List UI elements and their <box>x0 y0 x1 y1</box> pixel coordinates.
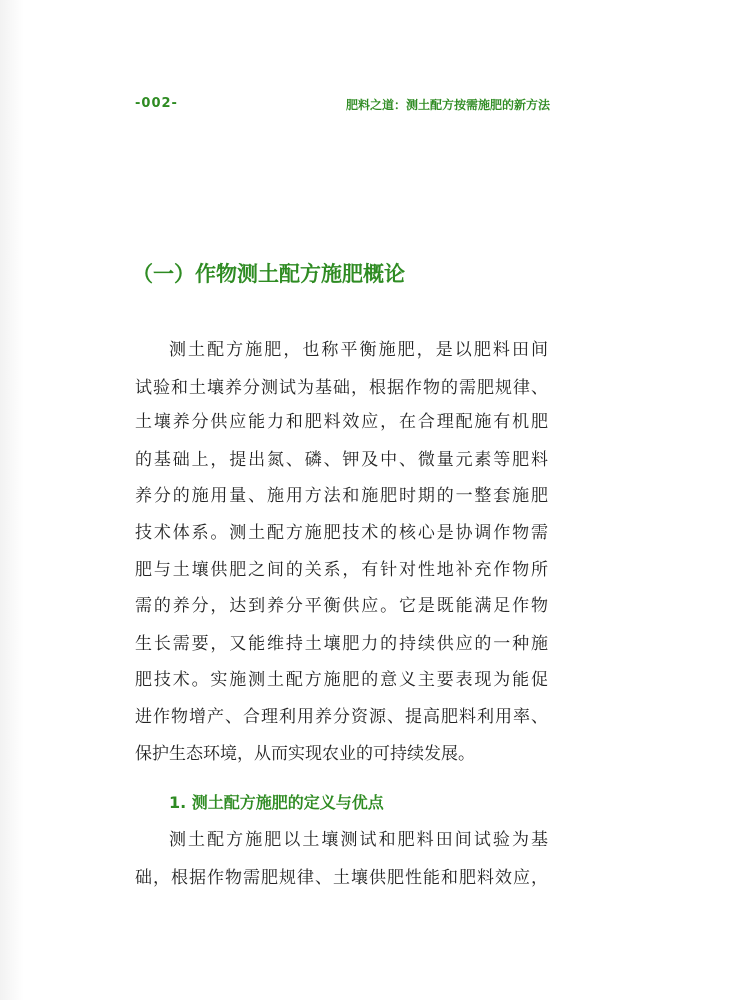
paragraph-line: 土壤养分供应能力和肥料效应，在合理配施有机肥 <box>135 412 548 432</box>
paragraph-line: 保护生态环境，从而实现农业的可持续发展。 <box>135 744 475 764</box>
paragraph-line: 养分的施用量、施用方法和施肥时期的一整套施肥 <box>135 486 548 506</box>
paragraph-line: 肥与土壤供肥之间的关系，有针对性地补充作物所 <box>135 560 548 580</box>
section-heading: （一）作物测土配方施肥概论 <box>132 262 405 286</box>
page-number: -002- <box>135 96 178 111</box>
paragraph-line: 测土配方施肥以土壤测试和肥料田间试验为基 <box>169 830 548 850</box>
paragraph-line: 需的养分，达到养分平衡供应。它是既能满足作物 <box>135 596 548 616</box>
paragraph-line: 生长需要，又能维持土壤肥力的持续供应的一种施 <box>135 634 548 654</box>
paragraph-line: 测土配方施肥，也称平衡施肥，是以肥料田间 <box>169 340 548 360</box>
paragraph-line: 础，根据作物需肥规律、土壤供肥性能和肥料效应， <box>135 868 548 888</box>
paragraph-line: 技术体系。测土配方施肥技术的核心是协调作物需 <box>135 523 548 543</box>
paragraph-line: 的基础上，提出氮、磷、钾及中、微量元素等肥料 <box>135 450 548 470</box>
paragraph-line: 试验和土壤养分测试为基础，根据作物的需肥规律、 <box>135 378 548 398</box>
book-title: 肥料之道：测土配方按需施肥的新方法 <box>345 98 550 112</box>
paragraph-line: 进作物增产、合理利用养分资源、提高肥料利用率、 <box>135 707 548 727</box>
subsection-heading: 1. 测土配方施肥的定义与优点 <box>169 793 384 812</box>
running-header <box>135 96 550 116</box>
page-shadow <box>0 0 24 1000</box>
paragraph-line: 肥技术。实施测土配方施肥的意义主要表现为能促 <box>135 670 548 690</box>
